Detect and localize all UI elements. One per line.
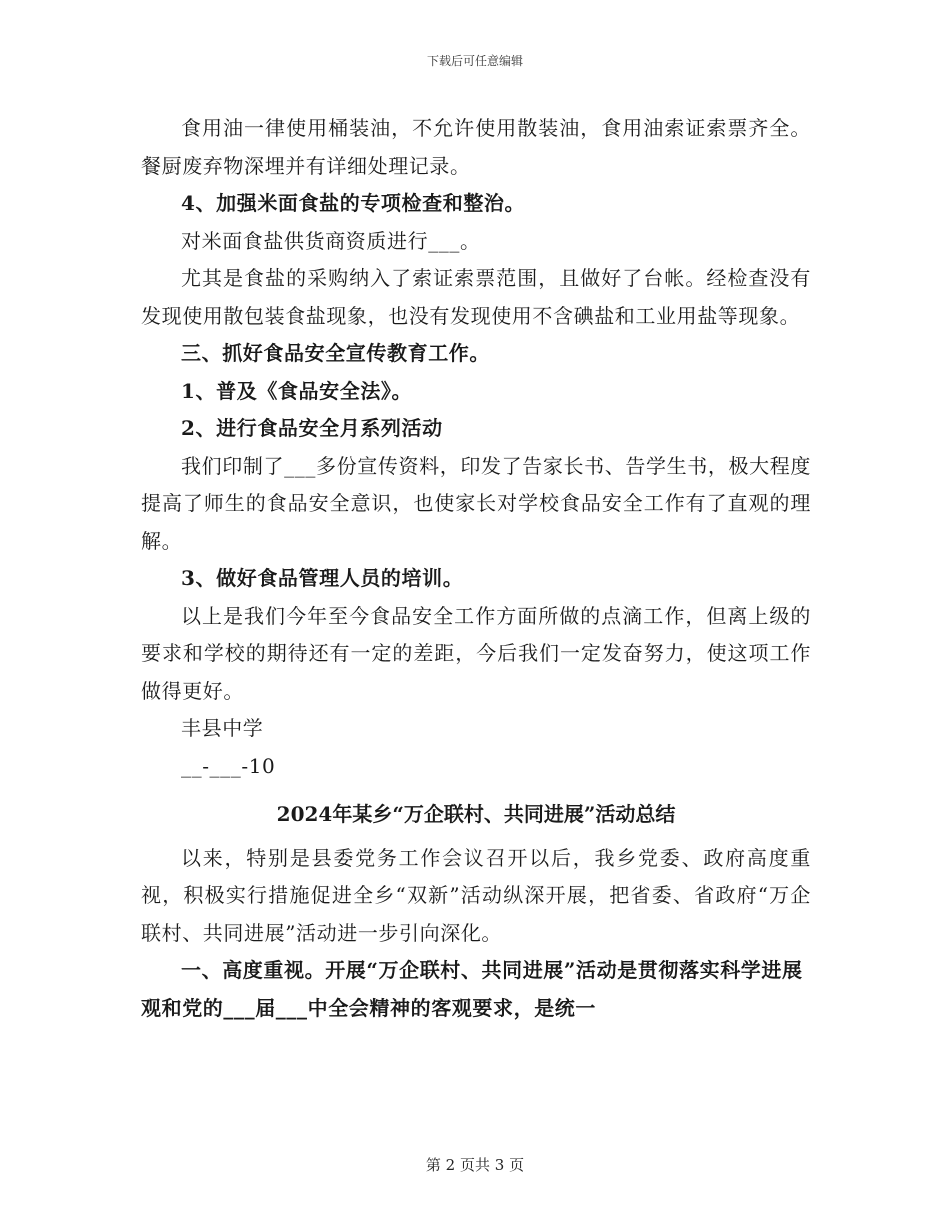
heading-publicity-education: 三、抓好食品安全宣传教育工作。 xyxy=(181,341,490,365)
signature-date: __-___-10 xyxy=(181,753,276,778)
heading-food-safety-law: 1、普及《食品安全法》。 xyxy=(181,378,413,403)
paragraph-supplier-check: 对米面食盐供货商资质进行___。 xyxy=(181,228,481,253)
heading-rice-flour-salt: 4、加强米面食盐的专项检查和整治。 xyxy=(181,191,526,215)
page-header: 下载后可任意编辑 xyxy=(426,54,523,68)
paragraph-printed-materials: 我们印制了___多份宣传资料，印发了告家长书、告学生书，极大程度提高了师生的食品安全意识，也使家长对学校食品安全工作有了直观的理解。 xyxy=(141,453,811,553)
paragraph-conclusion: 以上是我们今年至今食品安全工作方面所做的点滴工作，但离上级的要求和学校的期待还有一定的差距，今后我们一定发奋努力，使这项工作做得更好。 xyxy=(141,603,811,703)
page-footer: 第 2 页共 3 页 xyxy=(425,1156,525,1174)
paragraph-cooking-oil: 食用油一律使用桶装油，不允许使用散装油，食用油索证索票齐全。餐厨废弃物深埋并有详细处理记录。 xyxy=(141,116,811,178)
heading-high-attention: 一、高度重视。开展“万企联村、共同进展”活动是贯彻落实科学进展观和党的___届___中全会精神的客观要求，是统一 xyxy=(141,958,803,1020)
paragraph-introduction: 以来，特别是县委党务工作会议召开以后，我乡党委、政府高度重视，积极实行措施促进全乡“双新”活动纵深开展，把省委、省政府“万企联村、共同进展”活动进一步引向深化。 xyxy=(141,845,811,945)
document-body xyxy=(141,110,811,1027)
paragraph-salt-purchase: 尤其是食盐的采购纳入了索证索票范围，且做好了台帐。经检查没有发现使用散包装食盐现象，也没有发现使用不含碘盐和工业用盐等现象。 xyxy=(141,266,811,328)
document-title: 2024年某乡“万企联村、共同进展”活动总结 xyxy=(276,802,676,826)
heading-staff-training: 3、做好食品管理人员的培训。 xyxy=(181,566,464,590)
heading-safety-month: 2、进行食品安全月系列活动 xyxy=(181,416,443,440)
signature-school: 丰县中学 xyxy=(181,716,264,740)
